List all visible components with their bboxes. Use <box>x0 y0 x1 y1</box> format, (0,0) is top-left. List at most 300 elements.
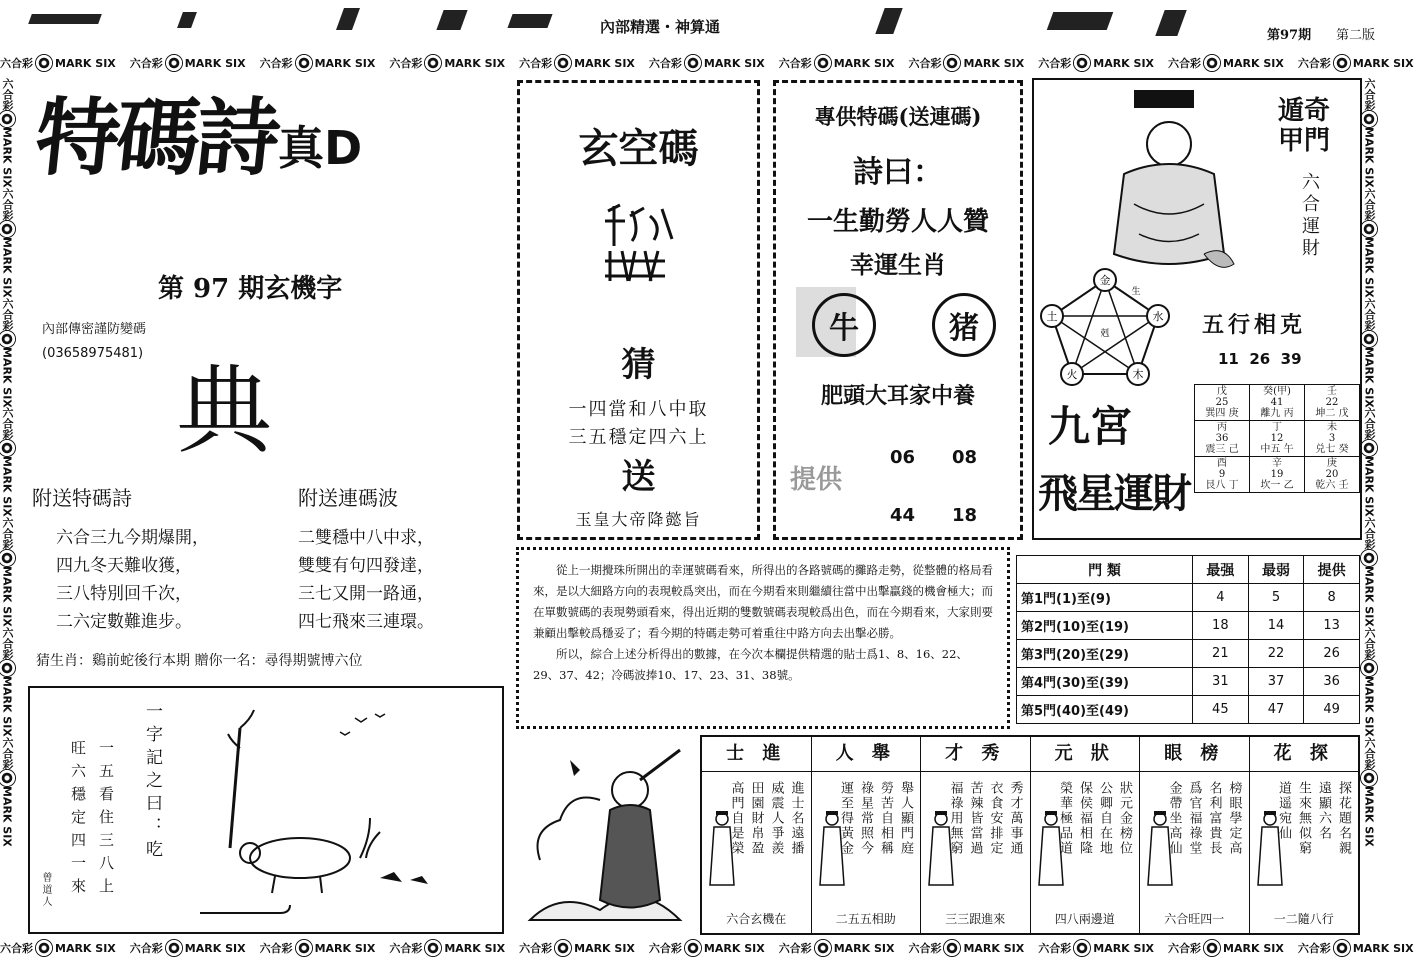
brand-name: MARK SIX <box>1223 941 1284 955</box>
brand-logo-text: 六合彩 <box>259 942 293 955</box>
brand-unit <box>260 55 376 71</box>
brand-unit <box>0 627 18 737</box>
element-fire: 火 <box>1066 368 1078 381</box>
flower-logo-icon <box>166 940 182 956</box>
element-wood: 木 <box>1132 368 1144 381</box>
scholar-column <box>812 737 922 933</box>
brand-unit <box>519 940 635 956</box>
immortal-illustration <box>520 740 690 935</box>
edition-label: 第二版 <box>1336 28 1376 43</box>
poem-line: 二六定數難進步。 <box>56 612 192 632</box>
wave-line: 三七又開一路通， <box>298 584 434 604</box>
brand-name: MARK SIX <box>1223 56 1284 70</box>
brand-unit <box>1038 940 1154 956</box>
riddle-title: 一字記之曰：吃 <box>142 702 162 863</box>
scholar-poem-column: 衣食安排定 <box>987 781 1003 856</box>
brand-unit <box>389 55 505 71</box>
door-value-cell: 37 <box>1248 668 1304 696</box>
zodiac-pig <box>932 293 996 357</box>
table-row <box>1017 640 1360 668</box>
door-value-cell: 13 <box>1304 612 1360 640</box>
brand-logo-text: 六合彩 <box>0 942 33 955</box>
nine-palace-cell-text: 丙 <box>1217 422 1227 433</box>
brand-name: MARK SIX <box>1362 127 1376 188</box>
qimen-title-line: 甲門 <box>1277 126 1330 156</box>
nine-palace-cell-text: 36 <box>1215 433 1229 444</box>
scholar-ranks-box <box>700 735 1360 935</box>
brand-unit <box>649 940 765 956</box>
table-row <box>1017 696 1360 724</box>
brand-logo-text: 六合彩 <box>1 297 14 331</box>
brand-name: MARK SIX <box>0 236 14 298</box>
analysis-paragraph: 從上一期攪珠所開出的幸運號碼看來，所得出的各路號碼的攤路走勢，從整體的格局看來，是以大細路方向的表現較爲突出，而在今期看來則繼續往當中出擊贏錢的機會極大；而在單數號碼的表現勢頭看來，得出近期的雙數號碼表現較爲出色，而在今期看來，大家則要兼顧出擊較爲穩妥了；看今期的特碼走勢可着重往中路方向去出擊必勝。 <box>533 563 993 640</box>
door-range-cell: 第4門(30)至(39) <box>1017 668 1193 696</box>
brand-logo-text: 六合彩 <box>908 57 942 70</box>
nine-palace-cell-text: 41 <box>1270 397 1284 408</box>
scholar-poem-column: 田園財帛盈 <box>748 781 764 856</box>
flower-logo-icon <box>0 331 15 347</box>
brand-name: MARK SIX <box>55 941 116 955</box>
brand-name: MARK SIX <box>1352 941 1414 955</box>
nine-palace-row <box>1195 421 1360 457</box>
flower-logo-icon <box>0 660 15 676</box>
brand-name: MARK SIX <box>444 941 506 955</box>
brand-name: MARK SIX <box>0 346 14 408</box>
special-code-title: 專供特碼(送連碼) <box>814 104 982 129</box>
brand-name: MARK SIX <box>0 785 14 847</box>
flower-logo-icon <box>1361 331 1377 347</box>
brand-logo-text: 六合彩 <box>1 407 14 441</box>
brand-name: MARK SIX <box>184 56 246 70</box>
brand-logo-text: 六合彩 <box>1363 187 1376 221</box>
lucky-zodiac-title: 幸運生肖 <box>850 251 946 279</box>
door-value-cell: 49 <box>1304 696 1360 724</box>
scholar-poem-column: 福祿用無窮 <box>947 781 963 856</box>
scholar-column <box>921 737 1031 933</box>
brand-name: MARK SIX <box>1362 785 1376 847</box>
brand-name: MARK SIX <box>0 675 14 737</box>
flower-logo-icon <box>0 111 15 127</box>
scholar-poem-column: 祿星常照今 <box>858 781 873 856</box>
number-1: 06 <box>890 447 916 468</box>
scholar-column <box>1250 737 1359 933</box>
nine-palace-cell-text: 坎一 乙 <box>1260 480 1294 491</box>
flower-logo-icon <box>296 940 312 956</box>
scholar-poem-column: 狀元金榜位 <box>1117 781 1132 856</box>
brand-unit <box>130 55 246 71</box>
nine-palace-cell <box>1305 385 1360 421</box>
nine-palace-cell <box>1305 421 1360 457</box>
scholar-poem-column: 運至得黃金 <box>838 781 853 856</box>
brand-name: MARK SIX <box>963 941 1025 955</box>
brand-strip-bottom <box>0 938 1414 958</box>
nine-palace-cell-text: 戊 <box>1217 386 1227 397</box>
nine-palace-cell <box>1250 421 1305 457</box>
header-center-title: 內部精選・神算通 <box>600 18 721 36</box>
brand-logo-text: 六合彩 <box>519 57 553 70</box>
door-table-header: 提供 <box>1304 556 1360 584</box>
nine-palace-cell-text: 巽四 庚 <box>1205 408 1239 419</box>
flower-logo-icon <box>1334 55 1350 71</box>
flower-logo-icon <box>685 55 701 71</box>
brand-unit <box>0 940 116 956</box>
six-harmony-fortune: 六合運財 <box>1299 172 1320 260</box>
nine-palace-row <box>1195 457 1360 493</box>
scholar-poem-column: 進士名遠播 <box>788 781 804 856</box>
scholar-footer: 六合旺四一 <box>1164 912 1225 926</box>
qimen-title-line: 遁奇 <box>1277 96 1330 126</box>
phone-number: (03658975481) <box>42 346 144 361</box>
flower-logo-icon <box>0 770 15 786</box>
flower-logo-icon <box>944 940 960 956</box>
nine-palace-cell-text: 坤二 戊 <box>1315 408 1349 419</box>
brand-logo-text: 六合彩 <box>1363 626 1376 660</box>
scholar-footer: 四八兩邊道 <box>1054 912 1115 926</box>
brand-logo-text: 六合彩 <box>1363 517 1376 551</box>
brand-logo-text: 六合彩 <box>648 57 682 70</box>
analysis-box <box>516 547 1010 729</box>
brand-name: MARK SIX <box>703 941 765 955</box>
brand-name: MARK SIX <box>55 56 116 70</box>
poem-lines <box>56 524 209 636</box>
guess-label: 猜 <box>621 345 656 385</box>
door-table-header: 最强 <box>1193 556 1249 584</box>
brand-name: MARK SIX <box>963 56 1025 70</box>
flower-logo-icon <box>1361 550 1377 566</box>
riddle-line: 一五看住三八上 <box>97 740 115 901</box>
guess-zodiac-line: 猜生肖：鷄前蛇後行本期 贈你一名：尋得期號博六位 <box>36 653 363 669</box>
scholar-poem-column: 金帶坐高仙 <box>1166 781 1182 856</box>
nine-palace-cell-text: 12 <box>1270 433 1284 444</box>
flower-logo-icon <box>1204 55 1220 71</box>
wave-lines <box>298 524 434 636</box>
door-range-cell: 第1門(1)至(9) <box>1017 584 1193 612</box>
brand-logo-text: 六合彩 <box>1 517 14 551</box>
brand-unit <box>0 188 18 298</box>
element-edge: 生 <box>1131 287 1141 297</box>
scholar-poem-column: 舉人顯門庭 <box>898 781 913 856</box>
special-code-box <box>773 80 1023 540</box>
door-value-cell: 47 <box>1248 696 1304 724</box>
brand-unit <box>0 517 18 627</box>
scholar-poem-column: 探花題名親 <box>1336 781 1351 856</box>
nine-palace-cell-text: 丁 <box>1272 422 1282 433</box>
door-category-table <box>1016 555 1360 724</box>
flower-logo-icon <box>1074 55 1090 71</box>
scholar-rank-title: 人 舉 <box>812 737 921 772</box>
number-3: 44 <box>890 505 916 526</box>
flower-logo-icon <box>0 550 15 566</box>
nine-palace-cell <box>1250 385 1305 421</box>
brand-name: MARK SIX <box>703 56 765 70</box>
nine-palace-cell-text: 中五 午 <box>1260 444 1294 455</box>
brand-name: MARK SIX <box>833 941 895 955</box>
scholar-poem-column: 道遥宛仙 <box>1276 781 1291 841</box>
wuxing-numbers: 11 26 39 <box>1218 350 1302 368</box>
poem-line: 六合三九今期爆開， <box>56 528 209 548</box>
poem-line-main: 一生勤勞人人贊 <box>806 207 989 237</box>
table-row <box>1017 668 1360 696</box>
scholar-poem-column: 爲官福祿堂 <box>1186 781 1202 856</box>
nine-palace-title: 九宮 <box>1048 402 1133 451</box>
brand-logo-text: 六合彩 <box>1038 942 1072 955</box>
poem-line: 四九冬天難收獲， <box>56 556 192 576</box>
brand-unit <box>779 55 895 71</box>
nine-palace-cell-text: 19 <box>1270 469 1284 480</box>
nine-palace-cell-text: 酉 <box>1217 458 1227 469</box>
element-earth: 土 <box>1046 310 1058 323</box>
brand-logo-text: 六合彩 <box>1038 57 1072 70</box>
provide-label: 提供 <box>790 465 843 495</box>
scholar-poem-column: 公卿自在地 <box>1097 781 1112 856</box>
scholar-poem-column: 苦辣皆當過 <box>967 781 983 856</box>
title-special-code-poem: 特碼詩 <box>30 89 282 187</box>
element-center: 剋 <box>1100 329 1110 339</box>
brand-logo-text: 六合彩 <box>908 942 942 955</box>
brand-name: MARK SIX <box>0 456 14 518</box>
brand-unit <box>908 55 1024 71</box>
brand-logo-text: 六合彩 <box>648 942 682 955</box>
brand-logo-text: 六合彩 <box>0 57 33 70</box>
nine-palace-cell <box>1195 457 1250 493</box>
nine-palace-cell-text: 未 <box>1327 422 1337 433</box>
zodiac-line: 肥頭大耳家中養 <box>820 384 975 409</box>
flying-star-fortune: 飛星運財 <box>1038 470 1190 517</box>
brand-unit <box>389 940 505 956</box>
brand-logo-text: 六合彩 <box>1363 297 1376 331</box>
brand-logo-text: 六合彩 <box>1297 57 1331 70</box>
brand-logo-text: 六合彩 <box>1168 942 1202 955</box>
door-value-cell: 31 <box>1193 668 1249 696</box>
brand-unit <box>1358 737 1380 847</box>
door-table-header: 門 類 <box>1017 556 1193 584</box>
brand-name: MARK SIX <box>444 56 506 70</box>
scholar-rank-title: 士 進 <box>702 737 811 772</box>
brand-unit <box>908 940 1024 956</box>
nine-palace-cell-text: 3 <box>1328 433 1336 444</box>
brand-name: MARK SIX <box>1362 456 1376 518</box>
door-value-cell: 21 <box>1193 640 1249 668</box>
left-panel <box>28 78 506 678</box>
brand-logo-text: 六合彩 <box>1363 407 1376 441</box>
brand-unit <box>649 55 765 71</box>
flower-logo-icon <box>1361 440 1377 456</box>
nine-palace-cell-text: 兑七 癸 <box>1315 444 1349 455</box>
flower-logo-icon <box>944 55 960 71</box>
xuan-line: 一四當和八中取 <box>568 399 709 420</box>
brand-name: MARK SIX <box>314 56 376 70</box>
send-label: 送 <box>621 457 656 497</box>
brand-unit <box>0 407 18 517</box>
issue-number: 第97期 <box>1267 28 1312 43</box>
scholar-footer: 六合玄機在 <box>726 912 787 926</box>
brand-unit <box>1358 627 1380 737</box>
nine-palace-cell-text: 9 <box>1218 469 1226 480</box>
table-row <box>1017 584 1360 612</box>
table-row <box>1017 612 1360 640</box>
brand-logo-text: 六合彩 <box>389 57 423 70</box>
brand-name: MARK SIX <box>1362 236 1376 298</box>
brand-logo-text: 六合彩 <box>778 942 812 955</box>
scholar-rank-title: 眼 榜 <box>1140 737 1249 772</box>
brand-logo-text: 六合彩 <box>1 187 14 221</box>
brand-name: MARK SIX <box>1362 566 1376 627</box>
xuan-kong-title: 玄空碼 <box>578 126 699 172</box>
scholar-column <box>702 737 812 933</box>
scholar-poem-column: 勞苦自相稱 <box>878 781 893 856</box>
brand-logo-text: 六合彩 <box>1 736 14 770</box>
pig-illustration <box>180 708 450 918</box>
door-value-cell: 4 <box>1193 584 1249 612</box>
flower-logo-icon <box>685 940 701 956</box>
brand-unit <box>0 298 18 408</box>
door-value-cell: 18 <box>1193 612 1249 640</box>
zodiac-pig-label: 猪 <box>949 311 979 346</box>
brand-name: MARK SIX <box>1362 675 1376 737</box>
flower-logo-icon <box>1334 940 1350 956</box>
brand-unit <box>1298 940 1414 956</box>
zodiac-ox <box>812 293 876 357</box>
poem-line: 三八特別回千次， <box>56 584 192 604</box>
scholar-poem-column: 秀才萬事通 <box>1007 781 1023 856</box>
door-value-cell: 45 <box>1193 696 1249 724</box>
nine-palace-cell-text: 乾六 壬 <box>1315 480 1349 491</box>
brand-logo-text: 六合彩 <box>129 57 163 70</box>
flower-logo-icon <box>36 940 52 956</box>
scholar-poem-column: 高門自是榮 <box>728 781 744 856</box>
brand-unit <box>519 55 635 71</box>
issue-mystic-line: 第 97 期玄機字 <box>158 274 343 304</box>
nine-palace-cell <box>1195 385 1250 421</box>
qimen-title <box>1254 96 1354 156</box>
flower-logo-icon <box>0 221 15 237</box>
nine-palace-cell-text: 壬 <box>1327 386 1337 397</box>
scholar-column <box>1140 737 1250 933</box>
scholar-poem-column: 威震人爭羨 <box>768 781 784 856</box>
nine-palace-cell-text: 辛 <box>1272 458 1282 469</box>
brand-logo-text: 六合彩 <box>519 942 553 955</box>
door-range-cell: 第3門(20)至(29) <box>1017 640 1193 668</box>
scholar-column <box>1031 737 1141 933</box>
scholar-rank-title: 才 秀 <box>921 737 1030 772</box>
flower-logo-icon <box>815 55 831 71</box>
door-range-cell: 第2門(10)至(19) <box>1017 612 1193 640</box>
nine-palace-row <box>1195 385 1360 421</box>
flower-logo-icon <box>425 940 441 956</box>
deity-illustration <box>1094 84 1244 284</box>
flower-logo-icon <box>1361 221 1377 237</box>
brand-unit <box>1168 940 1284 956</box>
brand-unit <box>1168 55 1284 71</box>
scholar-poem-column: 榜眼學定高 <box>1226 781 1242 856</box>
brand-name: MARK SIX <box>1093 941 1155 955</box>
brand-name: MARK SIX <box>0 566 14 627</box>
brand-logo-text: 六合彩 <box>1363 78 1376 111</box>
brand-unit <box>0 737 18 847</box>
nine-palace-cell <box>1250 457 1305 493</box>
nine-palace-cell-text: 20 <box>1325 469 1339 480</box>
nine-palace-cell-text: 艮八 丁 <box>1205 480 1239 491</box>
scholar-poem-column: 榮華極品道 <box>1057 781 1072 856</box>
number-4: 18 <box>952 505 978 526</box>
brand-unit <box>1038 55 1154 71</box>
scholar-footer: 一二隨八行 <box>1273 912 1334 926</box>
xuan-line: 三五穩定四六上 <box>568 427 709 448</box>
door-value-cell: 5 <box>1248 584 1304 612</box>
number-2: 08 <box>952 447 978 468</box>
brand-name: MARK SIX <box>314 941 376 955</box>
wuxing-title: 五行相克 <box>1202 313 1307 338</box>
key-character: 典 <box>176 355 272 467</box>
brand-name: MARK SIX <box>1362 346 1376 408</box>
brand-unit <box>0 78 18 188</box>
xuan-kong-box <box>517 80 760 540</box>
brand-name: MARK SIX <box>184 941 246 955</box>
door-table-header: 最弱 <box>1248 556 1304 584</box>
brand-strip-top <box>0 53 1414 73</box>
flower-logo-icon <box>1361 111 1377 127</box>
brand-unit <box>779 940 895 956</box>
door-range-cell: 第5門(40)至(49) <box>1017 696 1193 724</box>
scholar-poem-column: 生來無似窮 <box>1296 781 1311 856</box>
brand-logo-text: 六合彩 <box>389 942 423 955</box>
nine-palace-cell-text: 離九 丙 <box>1260 408 1294 419</box>
riddle-sign: 曾道人 <box>40 872 51 908</box>
nine-palace-cell-text: 22 <box>1325 397 1339 408</box>
door-value-cell: 36 <box>1304 668 1360 696</box>
scholar-poem-column: 名利富貴長 <box>1206 781 1222 856</box>
brand-unit <box>0 55 116 71</box>
scholar-rank-title: 花 探 <box>1250 737 1359 772</box>
brand-name: MARK SIX <box>574 56 635 70</box>
wave-line: 雙雙有句四發達， <box>298 556 434 576</box>
flower-logo-icon <box>1361 770 1377 786</box>
brand-unit <box>130 940 246 956</box>
flower-logo-icon <box>1361 660 1377 676</box>
flower-logo-icon <box>296 55 312 71</box>
brand-logo-text: 六合彩 <box>1168 57 1202 70</box>
element-water: 水 <box>1152 310 1164 323</box>
brand-unit <box>260 940 376 956</box>
nine-palace-cell-text: 25 <box>1215 397 1229 408</box>
brand-name: MARK SIX <box>1352 56 1414 70</box>
brand-logo-text: 六合彩 <box>1 78 14 111</box>
poem-head: 詩曰： <box>853 155 943 190</box>
brand-strip-right <box>1362 78 1386 933</box>
brand-name: MARK SIX <box>1093 56 1155 70</box>
flower-logo-icon <box>36 55 52 71</box>
flower-logo-icon <box>555 55 571 71</box>
jade-emperor-decree: 玉皇大帝降懿旨 <box>575 510 702 529</box>
nine-palace-cell <box>1195 421 1250 457</box>
five-elements-diagram <box>1040 266 1170 386</box>
flower-logo-icon <box>815 940 831 956</box>
flower-logo-icon <box>0 440 15 456</box>
brand-logo-text: 六合彩 <box>1363 736 1376 770</box>
analysis-paragraph: 所以，綜合上述分析得出的數據，在今次本欄提供精選的貼士爲1、8、16、22、29、37、42；冷碼波捧10、17、23、31、38號。 <box>533 647 968 682</box>
internal-note: 內部傳密謹防變碼 <box>42 322 147 337</box>
nine-palace-cell-text: 庚 <box>1327 458 1337 469</box>
riddle-box <box>28 686 504 934</box>
poem-title: 附送特碼詩 <box>32 486 132 510</box>
nine-palace-cell-text: 震三 己 <box>1205 444 1239 455</box>
brand-logo-text: 六合彩 <box>1 626 14 660</box>
brand-unit <box>1298 55 1414 71</box>
brand-logo-text: 六合彩 <box>1297 942 1331 955</box>
door-value-cell: 14 <box>1248 612 1304 640</box>
flower-logo-icon <box>425 55 441 71</box>
door-value-cell: 8 <box>1304 584 1360 612</box>
